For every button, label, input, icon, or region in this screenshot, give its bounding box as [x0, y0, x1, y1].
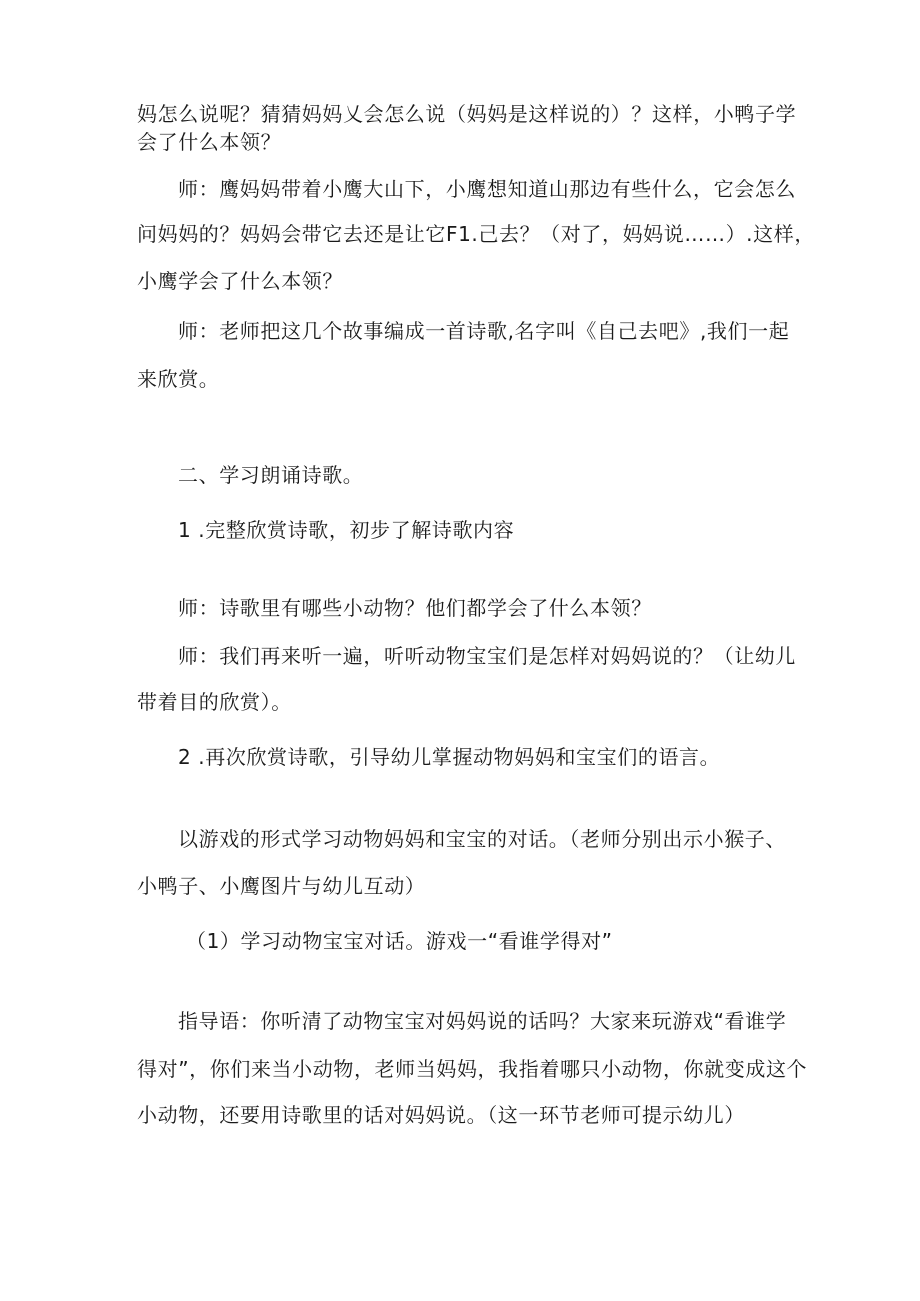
text-line: 师：我们再来听一遍，听听动物宝宝们是怎样对妈妈说的？（让幼儿 [178, 644, 796, 668]
text-line: 妈怎么说呢？猜猜妈妈乂会怎么说（妈妈是这样说的）？这样，小鸭子学 [137, 102, 797, 126]
text-line: 小鸭子、小鹰图片与幼儿互动） [137, 874, 426, 898]
text-line: 小动物，还要用诗歌里的话对妈妈说。（这一环节老师可提示幼儿） [137, 1103, 745, 1127]
text-line: 指导语：你听清了动物宝宝对妈妈说的话吗？大家来玩游戏“看谁学 [178, 1009, 787, 1033]
numbered-item: 1 .完整欣赏诗歌，初步了解诗歌内容 [178, 518, 515, 542]
text-line: 带着目的欣赏）。 [137, 690, 292, 714]
text-line: 得对”，你们来当小动物，老师当妈妈，我指着哪只小动物，你就变成这个 [137, 1057, 808, 1081]
sub-item: （1）学习动物宝宝对话。游戏一“看谁学得对” [186, 929, 613, 953]
text-line: 来欣赏。 [137, 367, 220, 391]
section-heading: 二、学习朗诵诗歌。 [178, 463, 364, 487]
text-line: 问妈妈的？妈妈会带它去还是让它F1.己去？（对了，妈妈说……）.这样， [137, 222, 815, 246]
text-line: 师：诗歌里有哪些小动物？他们都学会了什么本领？ [178, 596, 652, 620]
numbered-item: 2 .再次欣赏诗歌，引导幼儿掌握动物妈妈和宝宝们的语言。 [178, 745, 721, 769]
text-line: 师：鹰妈妈带着小鹰大山下，小鹰想知道山那边有些什么，它会怎么 [178, 177, 796, 201]
text-line: 以游戏的形式学习动物妈妈和宝宝的对话。（老师分别出示小猴子、 [178, 827, 786, 851]
text-line: 会了什么本领？ [137, 130, 282, 154]
text-line: 小鹰学会了什么本领？ [137, 269, 343, 293]
text-line: 师：老师把这几个故事编成一首诗歌,名字叫《自己去吧》,我们一起 [178, 319, 790, 343]
